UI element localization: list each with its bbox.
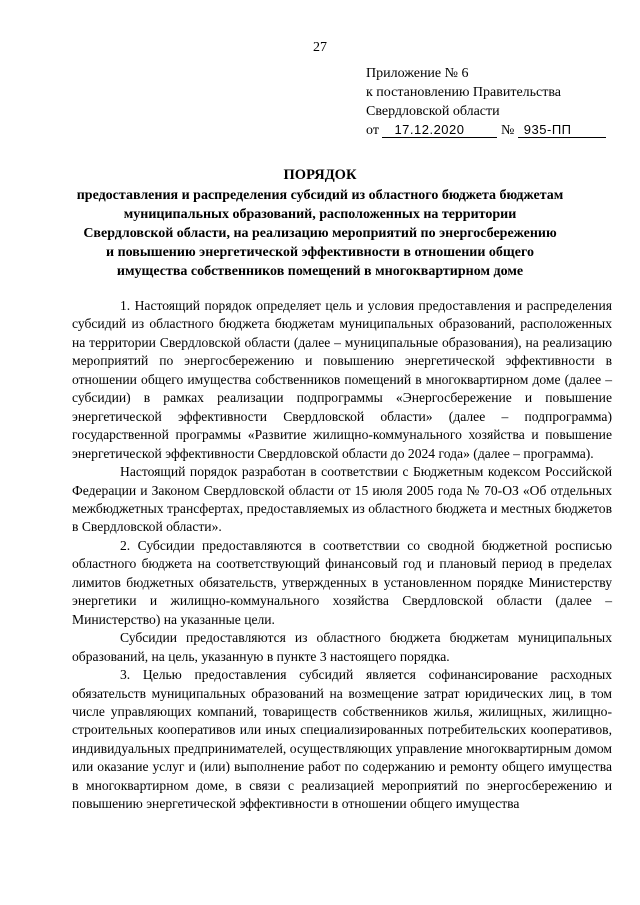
paragraph: Субсидии предоставляются из областного бюджета бюджетам муниципальных образований, на цель, указанную в пункте 3 настоящего порядка. [72,630,612,664]
title-line: муниципальных образований, расположенных на территории [123,207,517,222]
resolution-number: 935-ПП [518,122,606,138]
paragraph: 1. Настоящий порядок определяет цель и условия предоставления и распределения субсидий из областного бюджета бюджетам муниципальных образований, расположенных на территории Свердловской области (далее – муниципальные образования), на реализацию мероприятий по энергосбережению и повышению энергетической эффективности в отношении общего имущества собственников помещений в многоквартирном доме (далее – субсидии) в рамках реализации подпрограммы «Энергосбережение и повышение энергетической эффективности Свердловской области» (далее – подпрограмма) государственной программы «Развитие жилищно-коммунального хозяйства и повышение энергетической эффективности Свердловской области до 2024 года» (далее – программа). [72,298,612,461]
from-label: от [366,123,379,138]
title-line: и повышению энергетической эффективности в отношении общего [106,245,534,260]
title-line: имущества собственников помещений в многоквартирном доме [116,264,524,279]
document-body [72,297,612,814]
appendix-date-number [366,121,606,140]
appendix-resolution-ref: к постановлению Правительства [366,85,562,100]
paragraph: 3. Целью предоставления субсидий является софинансирование расходных обязательств муниципальных образований на возмещение затрат юридических лиц, в том числе управляющих компаний, товариществ собственников жилья, жилищных, жилищно-строительных кооперативов или иных специализированных потребительских кооперативов, индивидуальных предпринимателей, осуществляющих управление многоквартирным домом или оказание услуг и (или) выполнение работ по содержанию и ремонту общего имущества в многоквартирном доме, в связи с реализацией мероприятий по энергосбережению и повышению энергетической эффективности в отношении общего имущества [72,667,612,812]
appendix-title: Приложение № 6 [366,66,469,81]
paragraph: 2. Субсидии предоставляются в соответствии со сводной бюджетной росписью областного бюджета на соответствующий финансовый год и плановый период в пределах лимитов бюджетных обязательств, утвержденных в установленном порядке Министерству энергетики и жилищно-коммунального хозяйства Свердловской области (далее – Министерство) на указанные цели. [72,537,612,627]
document-title [40,166,600,281]
appendix-region: Свердловской области [366,104,500,119]
number-label: № [500,123,515,138]
paragraph: Настоящий порядок разработан в соответствии с Бюджетным кодексом Российской Федерации и Законом Свердловской области от 15 июля 2005 года № 70-ОЗ «Об отдельных межбюджетных трансфертах, предоставляемых из областного бюджета и местных бюджетов в Свердловской области». [72,464,612,535]
page-number: 27 [313,40,327,55]
title-line: предоставления и распределения субсидий из областного бюджета бюджетам [76,188,564,203]
title-heading: ПОРЯДОК [283,167,357,183]
appendix-header [366,64,606,140]
title-line: Свердловской области, на реализацию мероприятий по энергосбережению [83,226,557,241]
resolution-date: 17.12.2020 [382,122,497,138]
